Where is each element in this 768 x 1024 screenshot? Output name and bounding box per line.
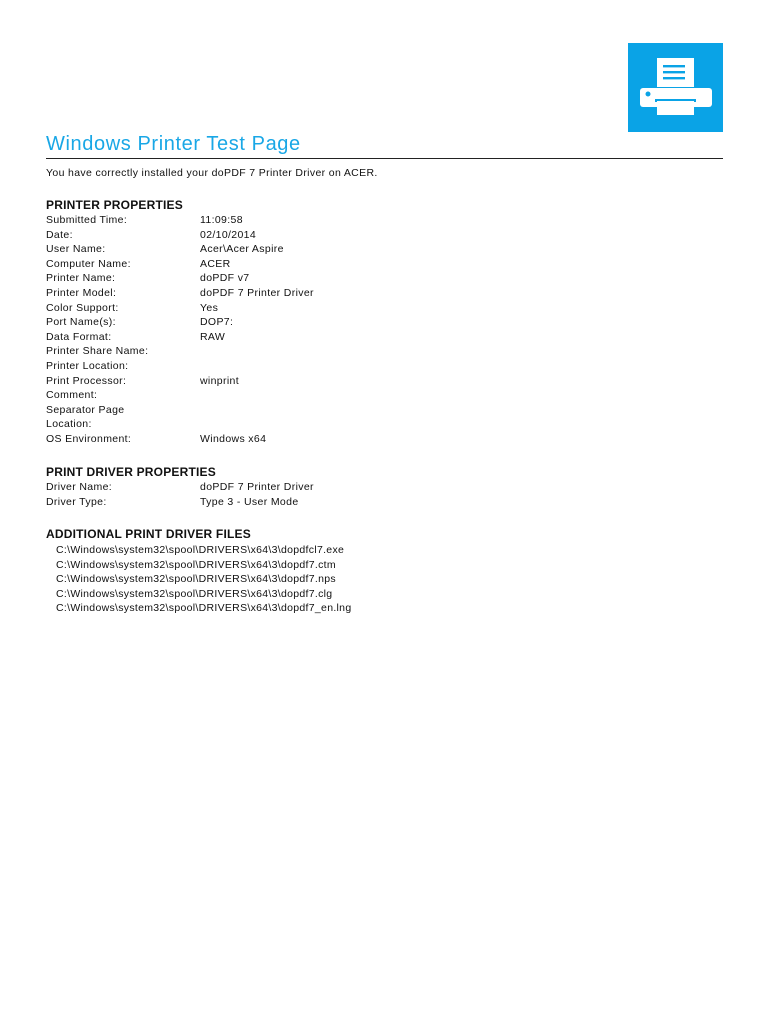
property-row — [46, 301, 446, 316]
property-value: RAW — [200, 330, 226, 343]
property-label: Data Format: — [46, 330, 112, 343]
property-value: doPDF 7 Printer Driver — [200, 481, 314, 493]
property-label: Driver Type: — [46, 495, 107, 508]
driver-properties-list — [46, 480, 446, 509]
property-label: Separator Page — [46, 403, 125, 416]
property-label: Printer Name: — [46, 272, 116, 285]
property-label: User Name: — [46, 243, 106, 256]
property-value: doPDF v7 — [200, 272, 250, 285]
property-label: Printer Share Name: — [46, 345, 149, 358]
property-value: doPDF 7 Printer Driver — [200, 286, 314, 299]
printer-properties-heading: PRINTER PROPERTIES — [46, 198, 183, 212]
property-value: 02/10/2014 — [200, 228, 257, 241]
property-row — [46, 330, 446, 345]
property-row — [46, 388, 446, 403]
property-value: ACER — [200, 257, 231, 270]
property-value: Type 3 - User Mode — [200, 495, 299, 508]
property-value: Acer\Acer Aspire — [200, 243, 284, 256]
file-path: C:\Windows\system32\spool\DRIVERS\x64\3\dopdf7_en.lng — [56, 602, 352, 614]
property-row — [46, 432, 446, 447]
property-row — [46, 495, 446, 510]
property-label: Printer Model: — [46, 286, 117, 299]
property-value: Yes — [200, 301, 219, 314]
property-label: Port Name(s): — [46, 316, 116, 329]
property-row — [46, 344, 446, 359]
page-title: Windows Printer Test Page — [46, 133, 301, 155]
property-label: Driver Name: — [46, 481, 113, 493]
property-row — [46, 242, 446, 257]
file-path: C:\Windows\system32\spool\DRIVERS\x64\3\dopdf7.clg — [56, 587, 333, 600]
property-label: Submitted Time: — [46, 214, 128, 226]
property-label: Comment: — [46, 389, 98, 402]
file-path: C:\Windows\system32\spool\DRIVERS\x64\3\dopdfcl7.exe — [56, 544, 345, 556]
property-value: winprint — [200, 374, 239, 387]
property-label: Printer Location: — [46, 359, 129, 372]
property-row — [46, 228, 446, 243]
property-label: Print Processor: — [46, 374, 127, 387]
property-label: Computer Name: — [46, 257, 131, 270]
property-row — [46, 359, 446, 374]
property-row — [46, 315, 446, 330]
printer-icon — [628, 43, 723, 132]
property-row — [46, 403, 446, 418]
property-row — [46, 417, 446, 432]
property-label: Color Support: — [46, 301, 119, 314]
printer-logo — [628, 43, 723, 132]
property-row — [46, 480, 446, 495]
printer-properties-list — [46, 213, 446, 447]
property-row — [46, 271, 446, 286]
file-path: C:\Windows\system32\spool\DRIVERS\x64\3\dopdf7.ctm — [56, 558, 336, 571]
property-label: OS Environment: — [46, 432, 132, 445]
additional-files-heading: ADDITIONAL PRINT DRIVER FILES — [46, 527, 251, 541]
property-label: Location: — [46, 418, 92, 431]
title-divider — [46, 158, 723, 159]
property-value: 11:09:58 — [200, 214, 243, 226]
property-value: DOP7: — [200, 316, 234, 329]
property-row — [46, 213, 446, 228]
file-path: C:\Windows\system32\spool\DRIVERS\x64\3\dopdf7.nps — [56, 573, 336, 585]
property-value: Windows x64 — [200, 432, 267, 445]
driver-properties-heading: PRINT DRIVER PROPERTIES — [46, 465, 216, 479]
property-label: Date: — [46, 228, 73, 241]
additional-files-list — [56, 543, 351, 616]
property-row — [46, 257, 446, 272]
intro-text: You have correctly installed your doPDF 7 Printer Driver on ACER. — [46, 167, 378, 179]
property-row — [46, 374, 446, 389]
property-row — [46, 286, 446, 301]
